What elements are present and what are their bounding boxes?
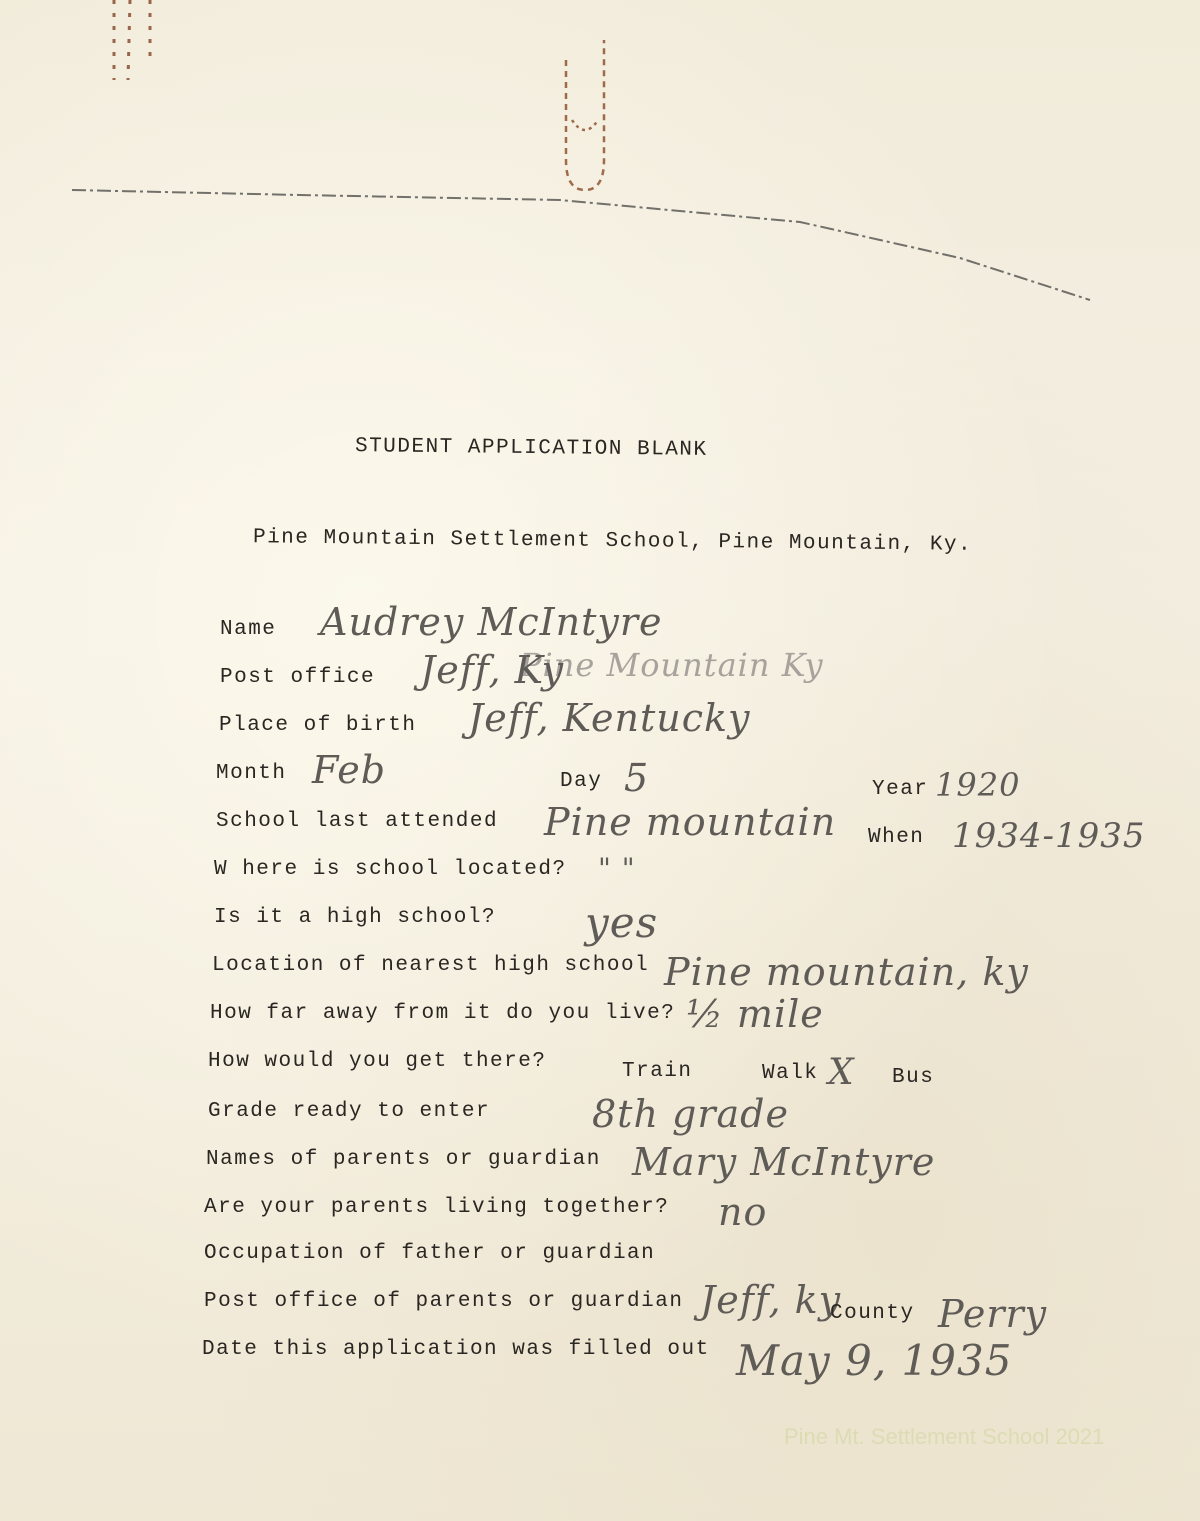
distance-value: ½ mile (686, 992, 824, 1036)
grade-label: Grade ready to enter (208, 1100, 491, 1123)
parents-together-value: no (718, 1190, 768, 1234)
distance-label: How far away from it do you live? (210, 1002, 676, 1025)
transport-option-bus: Bus (892, 1066, 935, 1089)
place-of-birth-label: Place of birth (219, 714, 417, 737)
high-school-value: yes (585, 898, 659, 947)
date-filled-value: May 9, 1935 (736, 1336, 1013, 1385)
nearest-high-school-value: Pine mountain, ky (664, 950, 1029, 994)
county-value: Perry (938, 1292, 1048, 1336)
transport-walk-mark: X (828, 1052, 855, 1093)
parents-names-value: Mary McIntyre (632, 1140, 936, 1184)
high-school-label: Is it a high school? (214, 906, 497, 929)
transport-label: How would you get there? (208, 1050, 547, 1073)
transport-option-train: Train (622, 1060, 693, 1083)
school-location-value: " " (598, 852, 636, 885)
staple-marks (0, 0, 1200, 320)
date-filled-label: Date this application was filled out (202, 1338, 710, 1361)
county-label: County (830, 1302, 915, 1325)
parents-names-label: Names of parents or guardian (206, 1148, 601, 1171)
post-office-erased-value: Pine Mountain Ky (520, 646, 824, 684)
form-subtitle: Pine Mountain Settlement School, Pine Mountain, Ky. (252, 526, 973, 557)
transport-option-walk: Walk (762, 1062, 819, 1085)
watermark: Pine Mt. Settlement School 2021 (784, 1424, 1105, 1449)
when-label: When (868, 826, 925, 849)
post-office-label: Post office (220, 666, 376, 689)
nearest-high-school-label: Location of nearest high school (212, 954, 650, 977)
post-office-value: Jeff, Ky (420, 648, 565, 692)
name-label: Name (220, 618, 277, 641)
school-last-attended-label: School last attended (216, 810, 499, 833)
when-value: 1934-1935 (952, 816, 1146, 856)
name-value: Audrey McIntyre (320, 600, 663, 644)
school-location-label: W here is school located? (214, 858, 567, 881)
school-last-attended-value: Pine mountain (544, 800, 837, 844)
parents-post-office-value: Jeff, ky (700, 1278, 842, 1322)
day-label: Day (560, 770, 603, 793)
month-label: Month (216, 762, 287, 785)
day-value: 5 (624, 756, 650, 800)
year-value: 1920 (935, 766, 1021, 804)
grade-value: 8th grade (592, 1092, 789, 1136)
month-value: Feb (312, 748, 387, 792)
occupation-label: Occupation of father or guardian (204, 1242, 656, 1265)
year-label: Year (872, 778, 929, 801)
parents-together-label: Are your parents living together? (204, 1196, 670, 1219)
place-of-birth-value: Jeff, Kentucky (468, 696, 751, 740)
form-title: STUDENT APPLICATION BLANK (354, 435, 708, 462)
parents-post-office-label: Post office of parents or guardian (204, 1290, 684, 1313)
